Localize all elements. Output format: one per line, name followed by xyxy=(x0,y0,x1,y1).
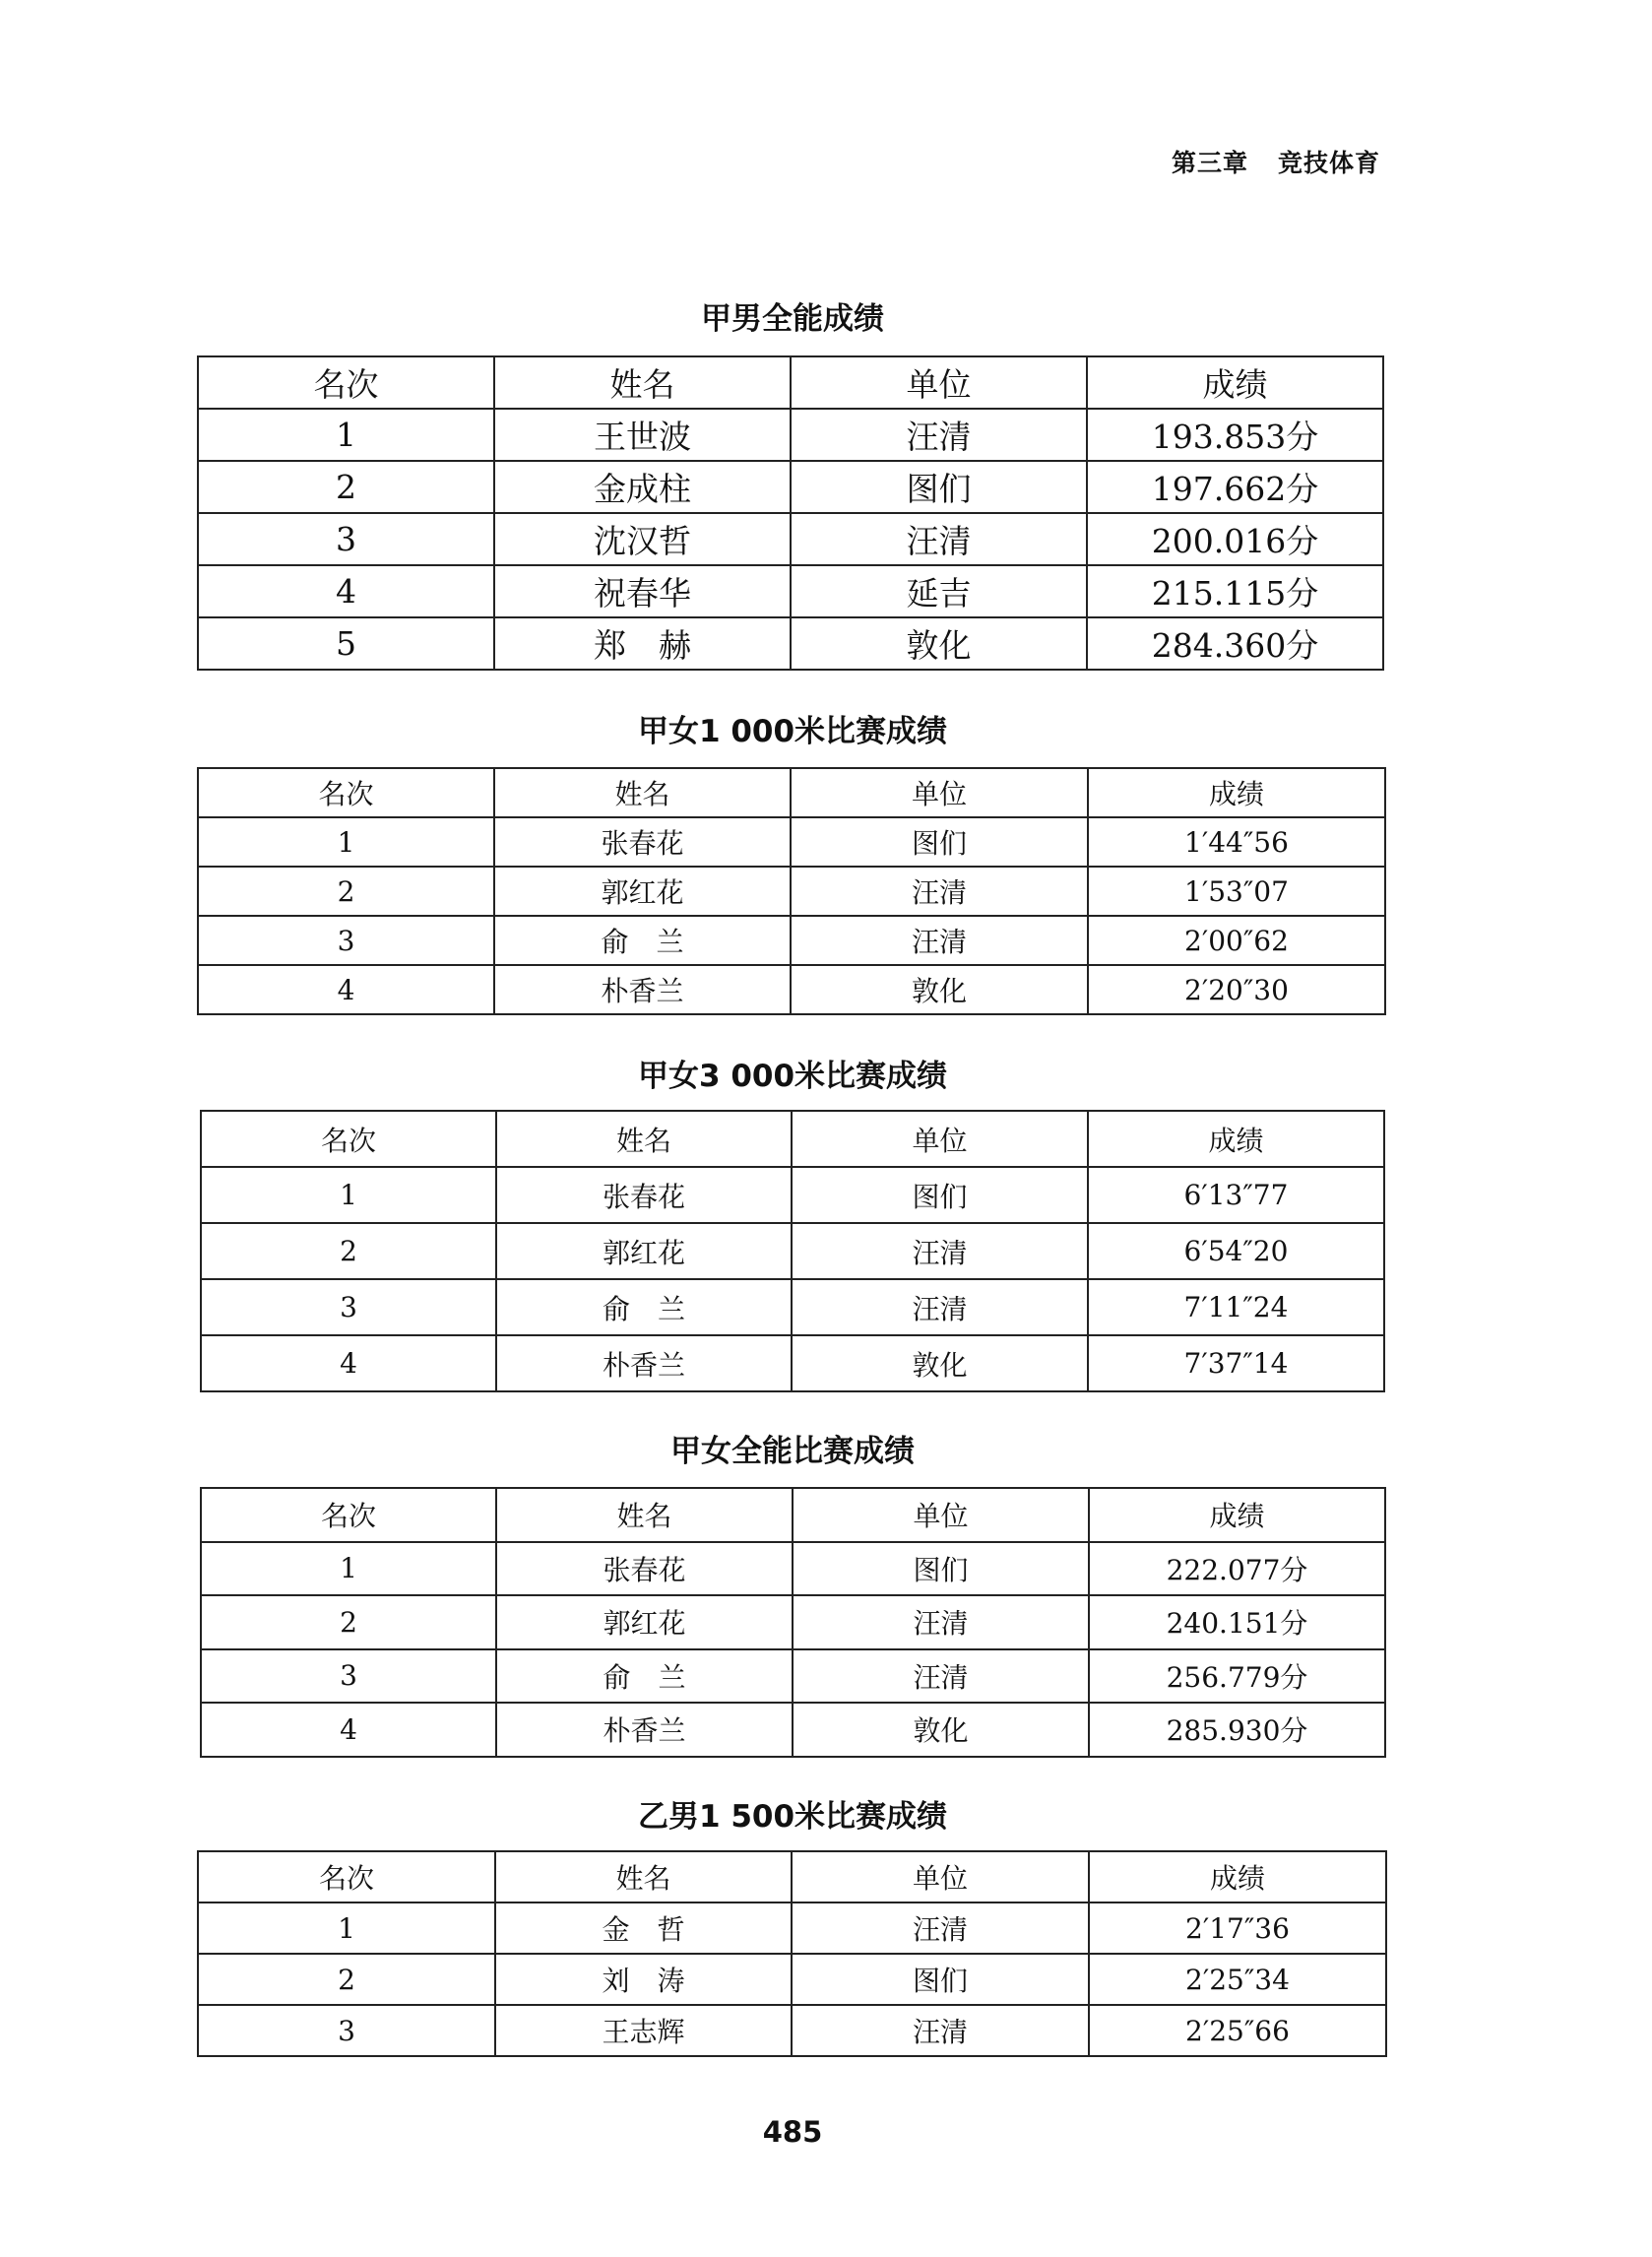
table-cell: 2 xyxy=(201,1223,496,1279)
table-cell: 222.077分 xyxy=(1089,1542,1385,1596)
table-cell: 郑 赫 xyxy=(494,617,791,670)
column-header: 成绩 xyxy=(1088,768,1385,817)
table-cell: 193.853分 xyxy=(1087,409,1383,461)
table-row xyxy=(201,1595,1385,1649)
table-cell: 240.151分 xyxy=(1089,1595,1385,1649)
table-cell: 朴香兰 xyxy=(496,1703,793,1757)
table-cell: 汪清 xyxy=(793,1595,1089,1649)
table-row xyxy=(198,461,1383,513)
column-header: 单位 xyxy=(792,1851,1089,1902)
table-cell: 197.662分 xyxy=(1087,461,1383,513)
column-header: 姓名 xyxy=(495,1851,792,1902)
table-cell: 200.016分 xyxy=(1087,513,1383,565)
table-cell: 4 xyxy=(201,1335,496,1391)
table-row xyxy=(201,1279,1384,1335)
column-header: 单位 xyxy=(791,768,1088,817)
table-cell: 2 xyxy=(201,1595,496,1649)
table-cell: 284.360分 xyxy=(1087,617,1383,670)
table-row xyxy=(198,867,1385,916)
table-cell: 1′53″07 xyxy=(1088,867,1385,916)
table-cell: 汪清 xyxy=(793,1649,1089,1704)
table-cell: 5 xyxy=(198,617,494,670)
table-cell: 汪清 xyxy=(792,1223,1088,1279)
results-table xyxy=(197,355,1384,671)
table-cell: 1′44″56 xyxy=(1088,817,1385,867)
table-cell: 郭红花 xyxy=(494,867,791,916)
table-title: 甲女3 000米比赛成绩 xyxy=(637,1059,948,1094)
table-cell: 215.115分 xyxy=(1087,565,1383,617)
table-cell: 图们 xyxy=(792,1954,1089,2005)
table-cell: 2 xyxy=(198,461,494,513)
table-row xyxy=(198,513,1383,565)
table-cell: 1 xyxy=(198,817,494,867)
column-header: 姓名 xyxy=(496,1488,793,1542)
table-row xyxy=(198,409,1383,461)
results-table xyxy=(197,1850,1387,2057)
column-header: 单位 xyxy=(793,1488,1089,1542)
column-header: 名次 xyxy=(198,1851,495,1902)
table-cell: 金 哲 xyxy=(495,1902,792,1954)
table-cell: 敦化 xyxy=(793,1703,1089,1757)
header-row xyxy=(198,768,1385,817)
table-cell: 张春花 xyxy=(496,1542,793,1596)
table-cell: 郭红花 xyxy=(496,1595,793,1649)
table-cell: 汪清 xyxy=(792,1902,1089,1954)
table-cell: 1 xyxy=(198,1902,495,1954)
table-cell: 汪清 xyxy=(792,2005,1089,2056)
header-row xyxy=(201,1488,1385,1542)
table-cell: 图们 xyxy=(792,1167,1088,1223)
table-title: 甲男全能成绩 xyxy=(701,301,884,337)
table-cell: 2 xyxy=(198,867,494,916)
table-row xyxy=(198,916,1385,965)
table-cell: 285.930分 xyxy=(1089,1703,1385,1757)
table-cell: 2′00″62 xyxy=(1088,916,1385,965)
table-row xyxy=(198,2005,1386,2056)
table-row xyxy=(201,1542,1385,1596)
table-cell: 6′54″20 xyxy=(1088,1223,1384,1279)
table-cell: 图们 xyxy=(793,1542,1089,1596)
table-cell: 朴香兰 xyxy=(494,965,791,1014)
table-cell: 2′25″34 xyxy=(1089,1954,1386,2005)
table-cell: 4 xyxy=(201,1703,496,1757)
table-cell: 张春花 xyxy=(494,817,791,867)
table-cell: 3 xyxy=(201,1649,496,1704)
table-cell: 7′11″24 xyxy=(1088,1279,1384,1335)
table-cell: 沈汉哲 xyxy=(494,513,791,565)
column-header: 名次 xyxy=(198,356,494,409)
table-cell: 7′37″14 xyxy=(1088,1335,1384,1391)
column-header: 名次 xyxy=(201,1111,496,1167)
table-cell: 1 xyxy=(201,1167,496,1223)
header-row xyxy=(198,356,1383,409)
table-cell: 金成柱 xyxy=(494,461,791,513)
table-cell: 延吉 xyxy=(791,565,1087,617)
column-header: 名次 xyxy=(198,768,494,817)
table-row xyxy=(198,1902,1386,1954)
table-row xyxy=(201,1223,1384,1279)
table-row xyxy=(198,617,1383,670)
results-table xyxy=(197,767,1386,1015)
column-header: 成绩 xyxy=(1089,1851,1386,1902)
table-row xyxy=(198,565,1383,617)
table-cell: 6′13″77 xyxy=(1088,1167,1384,1223)
table-cell: 汪清 xyxy=(791,867,1088,916)
table-title: 乙男1 500米比赛成绩 xyxy=(637,1799,948,1835)
table-cell: 汪清 xyxy=(792,1279,1088,1335)
table-cell: 图们 xyxy=(791,461,1087,513)
results-table xyxy=(200,1110,1385,1392)
table-row xyxy=(201,1649,1385,1704)
column-header: 名次 xyxy=(201,1488,496,1542)
column-header: 姓名 xyxy=(494,356,791,409)
column-header: 姓名 xyxy=(494,768,791,817)
column-header: 单位 xyxy=(792,1111,1088,1167)
table-row xyxy=(201,1335,1384,1391)
table-cell: 张春花 xyxy=(496,1167,792,1223)
table-cell: 敦化 xyxy=(792,1335,1088,1391)
table-cell: 3 xyxy=(198,2005,495,2056)
header-row xyxy=(201,1111,1384,1167)
table-cell: 王志辉 xyxy=(495,2005,792,2056)
table-title: 甲女全能比赛成绩 xyxy=(670,1434,915,1469)
results-table xyxy=(200,1487,1386,1758)
chapter-label: 第三章 xyxy=(1171,149,1248,177)
table-cell: 4 xyxy=(198,565,494,617)
table-cell: 汪清 xyxy=(791,513,1087,565)
table-title: 甲女1 000米比赛成绩 xyxy=(637,714,948,749)
table-cell: 敦化 xyxy=(791,965,1088,1014)
table-cell: 2′17″36 xyxy=(1089,1902,1386,1954)
column-header: 成绩 xyxy=(1089,1488,1385,1542)
table-cell: 图们 xyxy=(791,817,1088,867)
table-cell: 2′25″66 xyxy=(1089,2005,1386,2056)
page-number: 485 xyxy=(762,2115,823,2149)
column-header: 姓名 xyxy=(496,1111,792,1167)
table-cell: 汪清 xyxy=(791,916,1088,965)
table-cell: 1 xyxy=(201,1542,496,1596)
table-row xyxy=(201,1167,1384,1223)
table-cell: 3 xyxy=(201,1279,496,1335)
table-row xyxy=(198,817,1385,867)
section-label: 竞技体育 xyxy=(1277,149,1380,177)
column-header: 单位 xyxy=(791,356,1087,409)
table-cell: 2 xyxy=(198,1954,495,2005)
table-cell: 王世波 xyxy=(494,409,791,461)
table-cell: 祝春华 xyxy=(494,565,791,617)
table-cell: 敦化 xyxy=(791,617,1087,670)
table-row xyxy=(201,1703,1385,1757)
table-row xyxy=(198,965,1385,1014)
table-cell: 俞 兰 xyxy=(496,1279,792,1335)
table-cell: 郭红花 xyxy=(496,1223,792,1279)
column-header: 成绩 xyxy=(1087,356,1383,409)
table-cell: 4 xyxy=(198,965,494,1014)
column-header: 成绩 xyxy=(1088,1111,1384,1167)
table-cell: 3 xyxy=(198,916,494,965)
table-row xyxy=(198,1954,1386,2005)
table-cell: 1 xyxy=(198,409,494,461)
table-cell: 汪清 xyxy=(791,409,1087,461)
header-row xyxy=(198,1851,1386,1902)
table-cell: 俞 兰 xyxy=(496,1649,793,1704)
table-cell: 朴香兰 xyxy=(496,1335,792,1391)
table-cell: 3 xyxy=(198,513,494,565)
table-cell: 256.779分 xyxy=(1089,1649,1385,1704)
table-cell: 2′20″30 xyxy=(1088,965,1385,1014)
table-cell: 刘 涛 xyxy=(495,1954,792,2005)
running-header xyxy=(1172,144,1380,179)
table-cell: 俞 兰 xyxy=(494,916,791,965)
